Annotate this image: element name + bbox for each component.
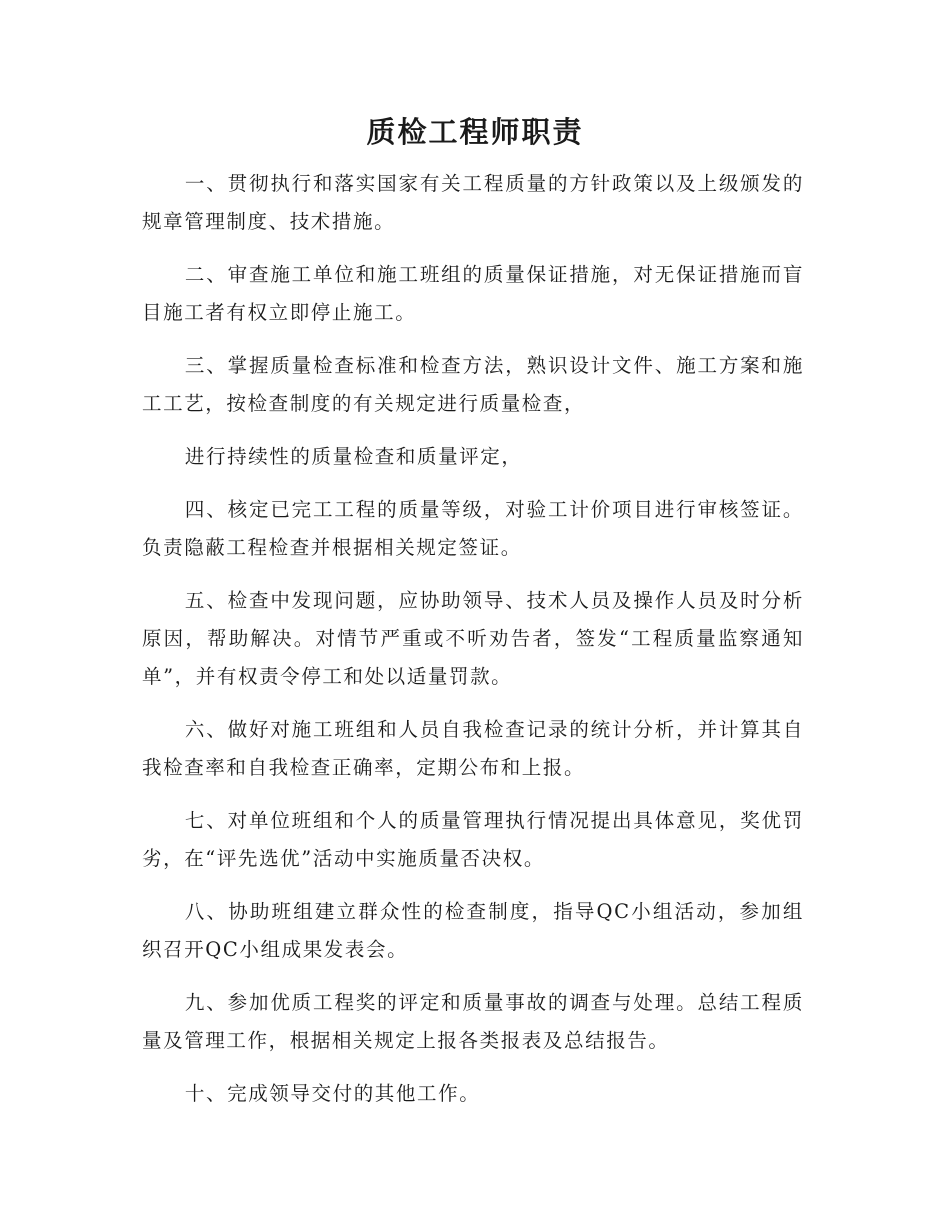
paragraph-5: 五、检查中发现问题，应协助领导、技术人员及操作人员及时分析原因，帮助解决。对情节严重或不听劝告者，签发“工程质量监察通知单”，并有权责令停工和处以适量罚款。 <box>142 589 804 688</box>
paragraph-1: 一、贯彻执行和落实国家有关工程质量的方针政策以及上级颁发的规章管理制度、技术措施。 <box>142 172 804 233</box>
paragraph-3: 三、掌握质量检查标准和检查方法，熟识设计文件、施工方案和施工工艺，按检查制度的有关规定进行质量检查， <box>142 354 804 415</box>
paragraph-4: 四、核定已完工工程的质量等级，对验工计价项目进行审核签证。负责隐蔽工程检查并根据相关规定签证。 <box>142 498 804 559</box>
paragraph-2: 二、审查施工单位和施工班组的质量保证措施，对无保证措施而盲目施工者有权立即停止施工。 <box>142 263 804 324</box>
paragraph-9: 九、参加优质工程奖的评定和质量事故的调查与处理。总结工程质量及管理工作，根据相关规定上报各类报表及总结报告。 <box>142 991 804 1052</box>
document-title: 质检工程师职责 <box>366 115 584 149</box>
paragraph-8: 八、协助班组建立群众性的检查制度，指导QC小组活动，参加组织召开QC小组成果发表会。 <box>142 900 804 961</box>
paragraph-6: 六、做好对施工班组和人员自我检查记录的统计分析，并计算其自我检查率和自我检查正确率，定期公布和上报。 <box>142 718 804 779</box>
paragraph-10: 十、完成领导交付的其他工作。 <box>184 1082 481 1105</box>
paragraph-7: 七、对单位班组和个人的质量管理执行情况提出具体意见，奖优罚劣，在“评先选优”活动中实施质量否决权。 <box>142 809 804 870</box>
paragraph-3-continuation: 进行持续性的质量检查和质量评定， <box>184 445 523 468</box>
document-body <box>142 165 804 1128</box>
